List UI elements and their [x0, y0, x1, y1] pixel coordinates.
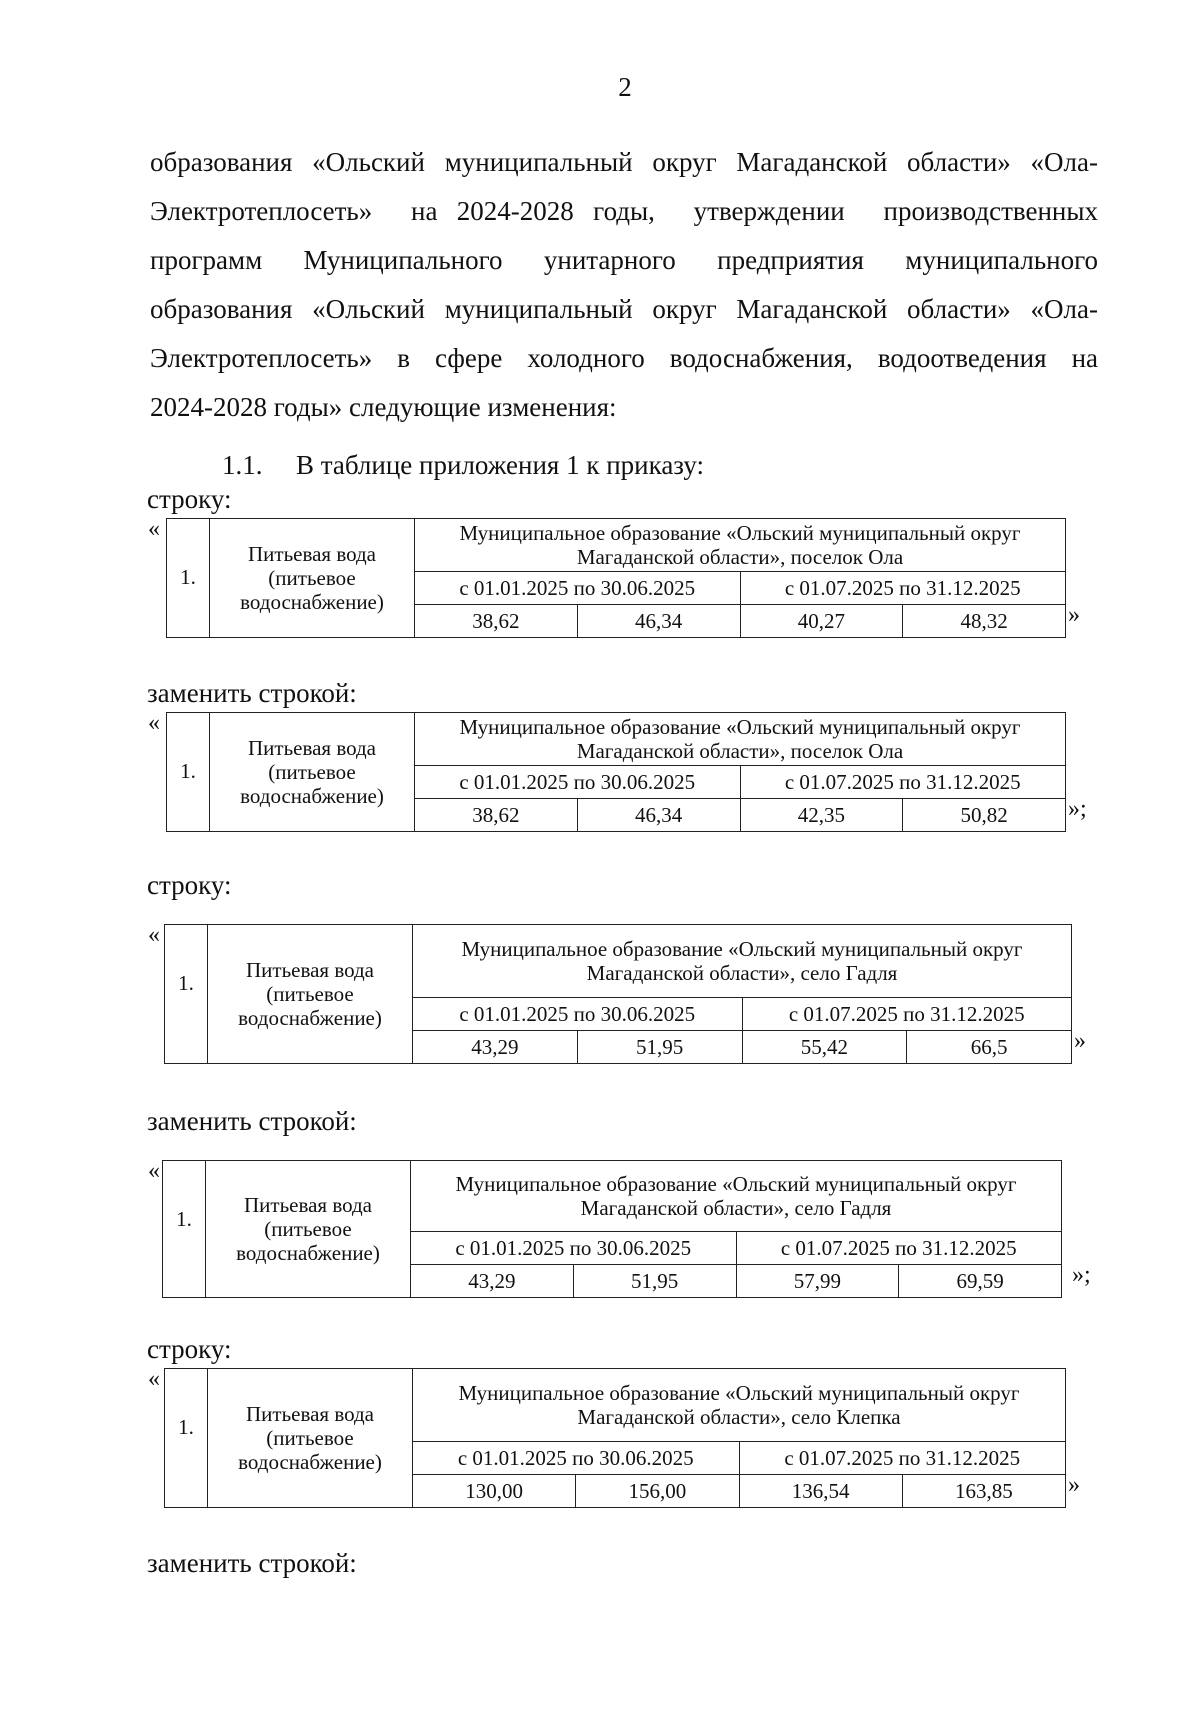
tariff-block	[0, 1366, 1200, 1503]
product-name-line: водоснабжение)	[238, 1450, 382, 1474]
tariff-block	[0, 1158, 1200, 1293]
municipality-header	[413, 1369, 1066, 1442]
quote-close: »	[1068, 1472, 1080, 1498]
intro-paragraph	[150, 138, 1098, 432]
period-second-half: с 01.07.2025 по 31.12.2025	[740, 572, 1066, 605]
quote-close: »	[1074, 1028, 1086, 1054]
clause-text: В таблице приложения 1 к приказу:	[296, 450, 705, 480]
period-first-half: с 01.01.2025 по 30.06.2025	[415, 572, 741, 605]
product-name-line: (питьевое	[264, 1217, 352, 1241]
tariff-block	[0, 518, 1200, 638]
tariff-block	[0, 712, 1200, 832]
intro-line: образования «Ольский муниципальный округ Магаданской области» «Ола-	[150, 294, 1098, 324]
municipality-header-line: Муниципальное образование «Ольский муниципальный округ	[459, 521, 1021, 545]
product-name-line: (питьевое	[266, 1426, 354, 1450]
municipality-header-line: Муниципальное образование «Ольский муниципальный округ	[458, 1381, 1020, 1405]
table-row-number: 1.	[165, 925, 208, 1064]
period-second-half: с 01.07.2025 по 31.12.2025	[742, 998, 1072, 1031]
tariff-value: 55,42	[742, 1031, 907, 1064]
tariff-value: 156,00	[576, 1475, 739, 1508]
period-second-half: с 01.07.2025 по 31.12.2025	[736, 1232, 1062, 1265]
tariff-value: 42,35	[740, 799, 903, 832]
quote-close: »;	[1068, 796, 1087, 822]
period-first-half: с 01.01.2025 по 30.06.2025	[413, 998, 743, 1031]
product-name-line: Питьевая вода	[243, 1193, 373, 1217]
product-name-line: Питьевая вода	[247, 542, 377, 566]
municipality-header	[413, 925, 1072, 998]
period-first-half: с 01.01.2025 по 30.06.2025	[413, 1442, 740, 1475]
product-name-cell	[206, 1161, 411, 1298]
period-second-half: с 01.07.2025 по 31.12.2025	[740, 766, 1066, 799]
product-name-line: (питьевое	[266, 982, 354, 1006]
table-row-number: 1.	[167, 713, 210, 832]
tariff-value: 50,82	[903, 799, 1066, 832]
product-name-line: водоснабжение)	[240, 590, 384, 614]
tariff-value: 66,5	[907, 1031, 1072, 1064]
product-name-line: водоснабжение)	[236, 1241, 380, 1265]
quote-open: «	[148, 1366, 160, 1392]
municipality-header-line: Магаданской области», село Гадля	[586, 961, 898, 985]
intro-line: Электротеплосеть» в сфере холодного водоснабжения, водоотведения на	[150, 343, 1098, 373]
quote-open: «	[148, 710, 160, 736]
tariff-block	[0, 922, 1200, 1059]
tariff-value: 130,00	[413, 1475, 576, 1508]
municipality-header	[415, 713, 1066, 766]
clause	[222, 450, 704, 481]
period-first-half: с 01.01.2025 по 30.06.2025	[411, 1232, 737, 1265]
tariff-value: 40,27	[740, 605, 903, 638]
intro-line: 2024-2028 годы» следующие изменения:	[150, 392, 617, 422]
tariff-value: 136,54	[739, 1475, 902, 1508]
label-replace: заменить строкой:	[147, 1548, 357, 1578]
page-number: 2	[618, 72, 632, 102]
product-name-line: Питьевая вода	[245, 1402, 375, 1426]
product-name-cell	[208, 925, 413, 1064]
intro-line: Электротеплосеть» на 2024-2028 годы, утверждении производственных	[150, 196, 1098, 226]
tariff-value: 48,32	[903, 605, 1066, 638]
tariff-table	[164, 1368, 1066, 1508]
product-name-line: (питьевое	[268, 566, 356, 590]
municipality-header-line: Муниципальное образование «Ольский муниципальный округ	[455, 1172, 1017, 1196]
tariff-value: 46,34	[577, 799, 740, 832]
municipality-header	[415, 519, 1066, 572]
label-row: строку:	[147, 484, 232, 514]
quote-open: «	[148, 922, 160, 948]
quote-close: »	[1068, 602, 1080, 628]
tariff-table	[166, 712, 1066, 832]
label-row: строку:	[147, 1334, 232, 1364]
tariff-table	[166, 518, 1066, 638]
tariff-value: 51,95	[573, 1265, 736, 1298]
table-row-number: 1.	[163, 1161, 206, 1298]
period-first-half: с 01.01.2025 по 30.06.2025	[415, 766, 741, 799]
quote-close: »;	[1072, 1262, 1091, 1288]
municipality-header-line: Магаданской области», село Гадля	[580, 1196, 892, 1220]
product-name-line: Питьевая вода	[247, 736, 377, 760]
intro-line: программ Муниципального унитарного предприятия муниципального	[150, 245, 1098, 275]
quote-open: «	[148, 516, 160, 542]
tariff-table	[162, 1160, 1062, 1298]
tariff-value: 43,29	[413, 1031, 578, 1064]
product-name-cell	[208, 1369, 413, 1508]
tariff-value: 43,29	[411, 1265, 574, 1298]
product-name-line: (питьевое	[268, 760, 356, 784]
product-name-line: водоснабжение)	[240, 784, 384, 808]
municipality-header-line: Магаданской области», поселок Ола	[576, 545, 904, 569]
table-row-number: 1.	[167, 519, 210, 638]
municipality-header-line: Магаданской области», поселок Ола	[576, 739, 904, 763]
tariff-value: 46,34	[577, 605, 740, 638]
product-name-line: водоснабжение)	[238, 1006, 382, 1030]
label-row: строку:	[147, 870, 232, 900]
municipality-header-line: Муниципальное образование «Ольский муниципальный округ	[459, 715, 1021, 739]
clause-number: 1.1.	[222, 450, 263, 480]
product-name-line: Питьевая вода	[245, 958, 375, 982]
municipality-header-line: Магаданской области», село Клепка	[577, 1405, 901, 1429]
label-replace: заменить строкой:	[147, 678, 357, 708]
quote-open: «	[148, 1158, 160, 1184]
tariff-value: 38,62	[415, 605, 578, 638]
municipality-header	[411, 1161, 1062, 1232]
tariff-value: 57,99	[736, 1265, 899, 1298]
label-replace: заменить строкой:	[147, 1106, 357, 1136]
intro-line: образования «Ольский муниципальный округ Магаданской области» «Ола-	[150, 147, 1098, 177]
product-name-cell	[210, 713, 415, 832]
product-name-cell	[210, 519, 415, 638]
tariff-value: 69,59	[899, 1265, 1062, 1298]
municipality-header-line: Муниципальное образование «Ольский муниципальный округ	[461, 937, 1023, 961]
tariff-value: 51,95	[577, 1031, 742, 1064]
period-second-half: с 01.07.2025 по 31.12.2025	[739, 1442, 1066, 1475]
tariff-table	[164, 924, 1072, 1064]
table-row-number: 1.	[165, 1369, 208, 1508]
tariff-value: 38,62	[415, 799, 578, 832]
tariff-value: 163,85	[902, 1475, 1065, 1508]
